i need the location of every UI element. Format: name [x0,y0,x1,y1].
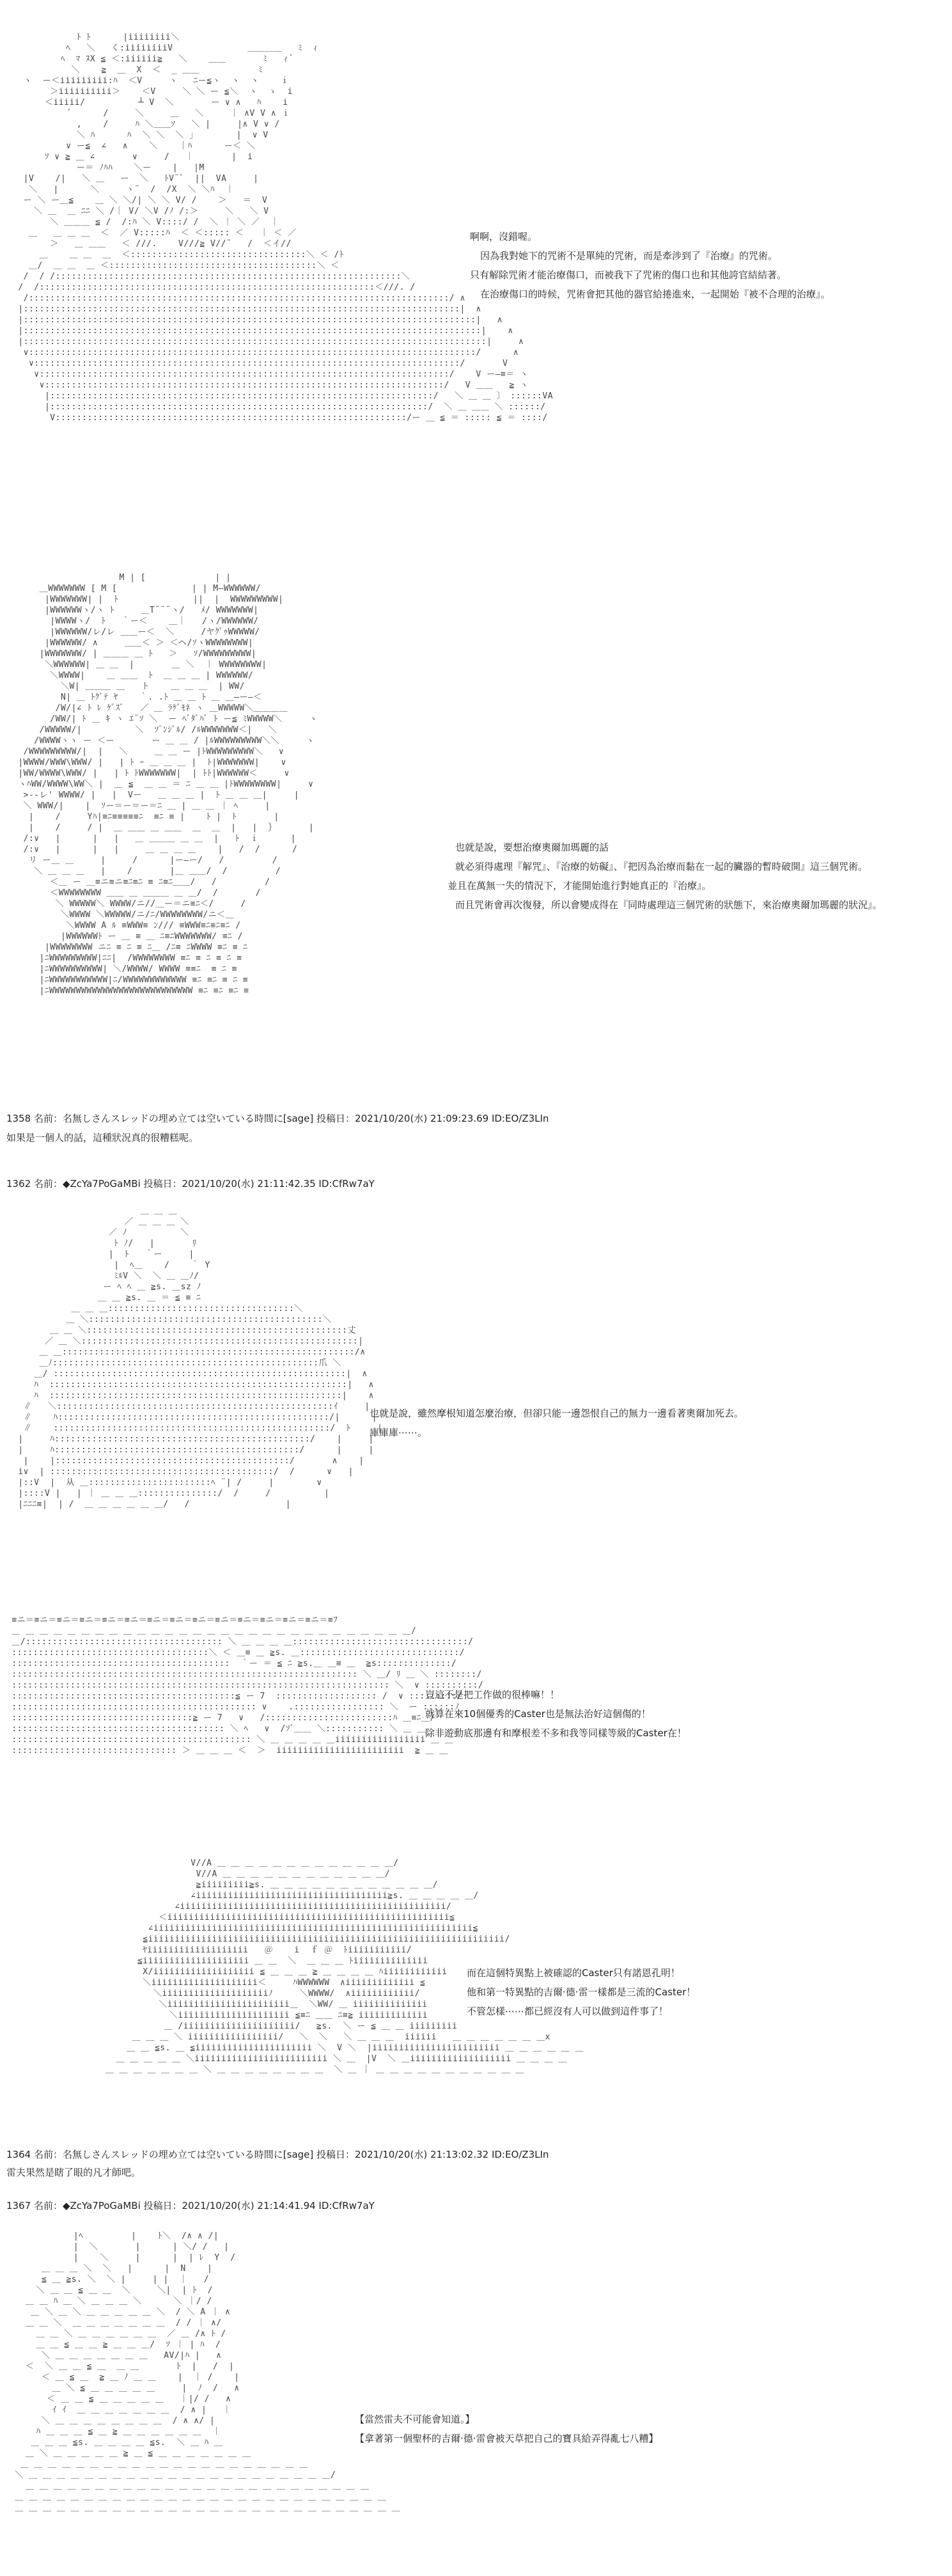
dialogue-line: 而在這個特異點上被確認的Caster只有諾恩孔明！ [467,1967,680,1979]
dialogue-line: 豈這不是把工作做的很棒嘛！！ [425,1689,560,1700]
dialogue-line: 就算在來10個優秀的Caster也是無法治好這個傷的！ [425,1708,651,1720]
dialogue-line: 就必須得處理『解咒』、『治療的妨礙』、『把因為治療而黏在一起的臟器的暫時破開』這三個咒術。 [455,861,868,872]
ascii-art-figure-2: M | [ | | ＿WWWWWWW [ M [ | | M―WWWWWW/ |WWWWWWW| | ﾄ || | WWWWWWWWW| |WWWWWWヽ/ヽ ﾄ ＿T¨¨¨ヽ/ ﾒ/ WWWWWWW| |WWWWヽ/ ﾄ ｀ー＜ ＿｜ /ヽ/WWWWWW/ |WWWWWW/レ/レ ＿＿ー＜ ＼ /ヤｸﾞｩWWWWW/ |WWWWWW/ ∧ ＿＿＜ ＞ ＜ヘ/ｿヽWWWWWWWW| |WWWWWWW/ | ＿＿＿ ＿ ﾄ ＞ ｿ/WWWWWWWWW| ＼WWWWWW| ＿ ＿ | ＿ ＼ ｜ WWWWWWWW| ＼WWWW| ＿ ＿＿ ﾄ ＿ ＿ ＿ | WWWWWW/ ＼W| ＿＿＿ ＿ ト ＿ ＿ ＿ | WW/ N| ＿ ﾄｸﾞﾃ ﾔ ｀. .ﾄ ＿ ＿ ﾄ ＿ ＿―ー―＜ /W/|∠ ﾄ ﾚ ｹﾞｽﾞ ／ ＿ ﾗｹﾞﾓﾈ ヽ ＿WWWWW＼＿＿＿＿ /WW/| ﾄ ＿ ｷ ヽ ｴ¨ｿ ＼ ー ﾍﾞﾀﾞﾊﾞ ﾄ ー≦ ﾐWWWWW＼ ヽ /WWWWW/| ＼ ｿﾞﾝｼﾞﾙ/ /ﾙWWWWWWW＜| ＼ /WWWWヽヽ ー ＜ー ー ＿ ＿ / |ﾙWWWWWWWWW＼＼ ヽ /WWWWWWWWW/| | ＼ ＿ ＿ ー |ﾄWWWWWWWWW＼ ∨ |WWWW/WWW\WWW/ | | ﾄ ｰ ＿ ＿ ＿ | ﾄ|WWWWWWW| ∨ |WW/WWWW\WWW/ | | ﾄ ﾄWWWWWWW| | ﾄﾄ|WWWWWW＜ ∨ ヽﾊWW/WWWW\WW＼ | ＿ ≦ ＿ ＿ ＝ ﾆ ＿ ＿ |ﾄWWWWWWWW| ∨ >--レ' WWWW/ | | Vー ＿ ＿ ＿ | ﾄ ＿ ＿ ＿| | ＼ WWW/| | ｿー＝ー＝ー＝ﾆ ＿ | ＿ ＿ ｜ ﾍ | | / Yﾊ|≡ﾆ≡≡≡≡≡ﾆ ≡ﾆ ≡ | ﾄ | ﾄ | | / / | ＿ ＿＿ ＿ ＿＿ ＿ ＿ | | ｝ | /:∨ | | | ＿ ＿＿＿ ＿ ＿ | ﾄ ｉ | /:∨ | | | ＿ ＿ ＿ ＿ | / / / リ ー＿ ＿ | / |ー―ー/ / / ＼ ＿ ＿ ＿ | / |＿ ＿＿/ / / ＜＿ ー ＿≡ニ≡ニ≡ﾆ≡ﾆ ≡ ﾆ≡ﾆ＿＿/ / / ＜WWWWWWWW ＿＿ ＿ ＿＿＿ ＿ ＿/ / / ＼ WWWWW＼ WWWW/ニ//＿ー＝ニ≡ﾆ＜/ / ＼WWWW ＼WWWWW/ニ/ﾆ/WWWWWWWW/ニ＜＿ ＼WWWW A ﾙ ≡WWW≡ ﾝ/// ≡WWW≡ﾆ≡ﾆ≡ﾆ / |WWWWWWﾄ ー ＿ ≡ ＿ ﾆ≡ﾆWWWWWWW/ ≡ﾆ / |WWWWWWWW ニﾆ ≡ ﾆ ≡ ﾆ＿ /ﾆ≡ ﾆWWWW ≡ﾆ ≡ ﾆ |ﾆWWWWWWWWW|ﾆﾆ| /WWWWWWWW ≡ﾆ ≡ ﾆ ≡ ﾆ ≡ |ﾆWWWWWWWWWW| ＼/WWWW/ WWWW ≡≡ﾆ ≡ ﾆ ≡ |ﾆWWWWWWWWWWW|ﾆ/WWWWWWWWWWWW ≡ﾆ ≡ﾆ ≡ ﾆ ≡ |ﾆWWWWWWWWWWWWWWWWWWWWWWWWWWW ≡ﾆ ≡ﾆ ≡ﾆ ≡ [18,573,318,996]
ascii-art-figure-6: |ﾍ | ﾄ＼ /∧ ∧ /| | ＼ | | ＼/ / | | ＼ | | | ﾚ Y / ＿ ＿ ＿ ＼ ＼ | | N | ≦ ＿ ≧s. ＼ ＼ | | | ｜ / ＼ ＿ ＿ ≦ ＿ ＿ ＼ ＼| | ﾄ / ＿ ＿ ﾊ ＿ ＼ ＿ ＿ ＿ ＼ ＼ ｜/ / ＿ ＼ ＿ ＼ ＿ ＿ ＿ ＿ ＿ ＼ / ＼ A ｜ ∧ ＿ ＿ ＼ ＿ ＿ ＿ ＿ ＿ ＿ ＿ / / ｜ ∧/ ＿ ＿ ＼ ＿ ＿ ＿ ＿ ＿ ＿ ／ ＿ /∧ ﾄ / ＿ ＿ ≦ ＿ ＿ ≧ ＿ ＿ ＿/ ｿ ｜ | ﾊ / ＼ ＿ ＿ ＿ ＿ ＿ ＿ ＿ AV/|ﾊ | ∧ ＜ ＼ ＿ ＿ ≦ ＿ ＿ ＿ ﾄ | / | ＜ ＿ ≦ ＿ ≧ ＿ ﾉ ＿ ＿ | ｜ / | ＿ ＼ ≦ ＿ ＿ ＿ ＿ ＿ | ﾉ / ∧ ＜ ＿ ＿ ≦ ＿ ＿ ＿ ＿ ＿ ｜|/ / ∧ ｲ ｲ ＿ ＿ ＿ ＿ ＿ ＿ ＿ / ∧ | ｜ ＼ ＿ ＿ ＿ ＿ ＿ ＿ ＿ ＿ / ∧ ∧/ | ﾊ ＿ ＿ ＿ ≦ ＿ ≧ ＿ ＿ ＿ ＿ ＿ ＿ ｜ ＿ ＿ ＿ ≦s. ＿ ＿ ＿ ＿ ≦s. ＼ ＿ ﾊ ＿ ＿ ＼ ＿ ＿ ＿ ＿ ＿ ≧ ＿ ≦ ＿ ＿ ＿ ＿ ＿ ＿ ＿ ＿ ＿ ＿ ＿ ＿ ＿ ＿ ＿ ＿ ＿ ＿ ＿ ＿ ＿ ＿ ＿ ＿ ＿ ＿ ＿ ＿ ＼ ＿ ＿ ＿ ＿ ＿ ＿ ＿ ＿ ＿ ＿ ＿ ＿ ＿ ＿ ＿ ＿ ＿ ＿ ＿ ＿ ＿ ＿/ ＿ ＿ ＿ ＿ ＿ ＿ ＿ ＿ ＿ ＿ ＿ ＿ ＿ ＿ ＿ ＿ ＿ ＿ ＿ ＿ ＿ ＿ ＿ ＿ ＿ ＿ ＿ ＿ ＿ ＿ ＿ ＿ ＿ ＿ ＿ ＿ ＿ ＿ ＿ ＿ ＿ ＿ ＿ ＿ ＿ ＿ ＿ ＿ ＿ ＿ ＿ ＿ ＿ ＿ ＿ ＿ ＿ ＿ ＿ ＿ ＿ ＿ ＿ ＿ ＿ ＿ ＿ ＿ ＿ ＿ ＿ ＿ ＿ ＿ ＿ ＿ ＿ ＿ ＿ ＿ [15,2231,401,2513]
dialogue-line: 而且咒術會再次復發，所以會變成得在『同時處理這三個咒術的狀態下，來治療奧爾加瑪麗的狀況』。 [455,899,882,911]
dialogue-block-2 [448,838,882,915]
dialogue-block-1 [470,227,831,304]
dialogue-line: 【當然雷夫不可能會知道。】 [355,2414,475,2425]
dialogue-line: 在治療傷口的時候，咒術會把其他的器官給捲進來，一起開始『被不合理的治療』。 [480,288,831,300]
post-header-1358: 1358 名前：名無しさんスレッドの埋め立ては空いている時間に[sage] 投稿日：2021/10/20(水) 21:09:23.69 ID:EO/Z3LIn [6,1113,549,1124]
dialogue-block-3 [370,1404,744,1442]
dialogue-line: 【拿著第一個聖杯的吉爾·德·雷會被天草把自己的寶具給弄得亂七八糟】 [355,2433,659,2444]
post-body-1364: 雷夫果然是瞎了眼的凡才師吧。 [6,2167,141,2178]
dialogue-line: 庫庫庫⋯⋯。 [370,1427,428,1438]
post-header-1364: 1364 名前：名無しさんスレッドの埋め立ては空いている時間に[sage] 投稿日：2021/10/20(水) 21:13:02.32 ID:EO/Z3LIn [6,2149,549,2160]
ascii-art-figure-4: ≡ニ＝≡ニ＝≡ニ＝≡ニ＝≡ニ＝≡ニ＝≡ニ＝≡ニ＝≡ニ＝≡ニ＝≡ニ＝≡ニ＝≡ニ＝≡ニ＝≡ﾌ ＿ ＿ ＿ ＿ ＿ ＿ ＿ ＿ ＿ ＿ ＿ ＿ ＿ ＿ ＿ ＿ ＿ ＿ ＿ ＿ ＿ ＿ ＿ ＿ ＿ ＿ ＿ ＿ ＿/ ＿/::::::::::::::::::::::::::::::::::::: ＼ ＿ ＿ ＿ ＿:::::::::::::::::::::::::::::::::/ :::::::::::::::::::::::::::::::::::::＼ ＜ ＿≡ ＿ ≧s. ＿::::::::::::::::::::::::::::::/ ::::::::::::::::::::::::::::::::::::::::: ｀ー ＝ ≦ ﾆ ≧s.＿ ＿≡ ＿ ≧s::::::::::::::/ ::::::::::::::::::::::::::::::::::::::::::::::::::::::::::::::::: ＼ ＿/ ﾘ ＿ ＼ ::::::::/ ::::::::::::::::::::::::::::::::::::::::::::::::::::::::::::::::::::::: ＼ ∨ ::::::::::/ ::::::::::::::::::::::::::::::::::::::::::≦ ー 7 ::::::::::::::::::: / ∨ :::::::::/ :::::::::::::::::::::::::::::::::::::::::::::: ∨ .::::::::::::::::: ＼ ー ::::::ﾉ ::::::::::::::::::::::::::::::::::≧ ー 7 ∨ /::::::::::::::::::::::::ﾊ ＿≡ﾆ＿/ :::::::::::::::::::::::::::::::::::::::: ＼ ﾍ ∨ /ｿﾞ＿＿ ＼::::::::::: ＼ ＿ ＿ ::::::::::::::::::::::::::::::::::::::::::::: ＼ ＿ ＿ ＿ ＿ ＿iiiiiiiiiiiiiiiii ＿ ＿ ::::::::::::::::::::::::::::::: ＞ ＿ ＿ ＿ ＜ ＞ iiiiiiiiiiiiiiiiiiiiiiii ≧ ＿ ＿ [12,1615,484,1755]
dialogue-line: 並且在萬無一失的情況下，才能開始進行對她真正的『治療』。 [448,880,712,891]
dialogue-line: 不管怎樣⋯⋯都已經沒有人可以做到這件事了！ [467,2006,669,2017]
ascii-art-figure-5: V//A ＿ ＿ ＿ ＿ ＿ ＿ ＿ ＿ ＿ ＿ ＿ ＿ ＿/ V//A ＿ ＿ ＿ ＿ ＿ ＿ ＿ ＿ ＿ ＿ ＿ ＿/ ≧iiiiiiiii≧s. ＿ ＿ ＿ ＿ ＿ ＿ ＿ ＿ ＿ ＿ ＿ ＿/ ∠iiiiiiiiiiiiiiiiiiiiiiiiiiiiiiiiiiii≧s. ＿ ＿ ＿ ＿ ＿/ ∠iiiiiiiiiiiiiiiiiiiiiiiiiiiiiiiiiiiiiiiiiiiiiiiiii/ ＜iiiiiiiiiiiiiiiiiiiiiiiiiiiiiiiiiiiiiiiiiiiiiiiiiiiii≦ ∠iiiiiiiiiiiiiiiiiiiiiiiiiiiiiiiiiiiiiiiiiiiiiiiiiiiiiiiiiiii≦ ≦iiiiiiiiiiiiiiiiiiiiiiiiiiiiiiiiiiiiiiiiiiiiiiiiiiiiiiiiiiiiiiiiiii/ ﾔiiiiiiiiiiiiiiiiiii ＠ i ｆ ＠ ﾄiiiiiiiiiii/ ≦iiiiiiiiiiiiiiiiiiii ＿ ＿ ＼ ＿ ＿ ＿ ﾄiiiiiiiiiiiiii X/iiiiiiiiiiiiiiiiiii ≦ ＿ ＿ ＿ ≧ ＿ ＿ ＿ ＿ ﾊiiiiiiiiiiii ＼iiiiiiiiiiiiiiiiiiii＜ ﾊWWWWWW ∧iiiiiiiiiiiii ≦ ＼iiiiiiiiiiiiiiiiiiiiﾉ ＼WWWW/ ∧iiiiiiiiiiii/ ＼iiiiiiiiiiiiiiiiiiiiiii＿ ＼WW/ ＿ iiiiiiiiiiiiii ＼iiiiiiiiiiiiiiiiiiiii ≦≡ﾆ ＿＿ ﾆ≡≧ iiiiiiiiiiiii ＿ /iiiiiiiiiiiiiiiiiiiii/ ≧s. ＼ ー ≦ ＿ ＿ iiiiiiiii ＿ ＿ ＿ ＼ iiiiiiiiiiiiiiiii/ ＼ ＼ ＼ ＿ ＿ ＿ iiiiii ＿ ＿ ＿ ＿ ＿ ＿ ＿x ＿ ＿ ≦s. ＿ ≦iiiiiiiiiiiiiiiiiiiiii ＼ V ＼ |iiiiiiiiiiiiiiiiiiiiiiii ＿ ＿ ＿ ＿ ＿ ＿ ＿ ＿ ＿ ＿ ＿ ＼iiiiiiiiiiiiiiiiiiiiiiiii ＼ ＿ |V ＼ ＿iiiiiiiiiiiiiiiiiii ＿ ＿ ＿ ＿ ＿ ＿ ＿ ＿ ＿ ＿ ＿ ＼ ＿ ＿ ＿ ＿ ＿ ＿ ＿ ＿ ＼ ＿ ｜ ＿ ＿ ＿ ＿ ＿ ＿ ＿ ＿ ＿ ＿ ＿ [105,1858,584,2075]
dialogue-line: 只有解除咒術才能治療傷口，而被我下了咒術的傷口也和其他誇官結結著。 [470,269,787,281]
dialogue-block-5 [467,1963,696,2021]
dialogue-block-4 [425,1685,687,1743]
dialogue-line: 他和第一特異點的吉爾·德·雷一樣都是三流的Caster！ [467,1986,696,1998]
dialogue-line: 啊啊，沒錯喔。 [470,231,538,242]
dialogue-line: 因為我對她下的咒術不是單純的咒術，而是牽涉到了『治療』的咒術。 [480,250,778,262]
ascii-art-figure-3: ＿ ＿ ＿ ／ ＿ ＿ ＿ ＼ ／ ﾉ ＼ ﾄ ﾉ/ | ﾘ | ﾄ ｀ー | | ﾍ＿ / ｀ Y ﾐﾙV ＼ ＼ ＿ ＿ﾉ/ ー ﾍ ﾍ ＿ ≧s. ＿sz ﾉ ＿ ＿ ≧s. ＿ ＝ ≦ ≡ ﾆ ＿ ＿ ＿:::::::::::::::::::::::::::::::::::＼ ＿ ＼::::::::::::::::::::::::::::::::::::::::::::＼ ＿ ＿ ＼:::::::::::::::::::::::::::::::::::::::::::::::::丈 ／ ＿ ＼::::::::::::::::::::::::::::::::::::::::::::::::::::| ＿ ＿:::::::::::::::::::::::::::::::::::::::::::::::::::::::/∧ ＿ﾉ::::::::::::::::::::::::::::::::::::::::::::::::::爪 ＼ ＿/ :::::::::::::::::::::::::::::::::::::::::::::::::::::::| ∧ ﾊ ::::::::::::::::::::::::::::::::::::::::::::::::::::::::| ∧ ﾊ :::::::::::::::::::::::::::::::::::::::::::::::::::::::| ∧ ∥ ＼::::::::::::::::::::::::::::::::::::::::::::::::::::ｲ | ∥ ﾊ:::::::::::::::::::::::::::::::::::::::::::::::::::/| | ∥ ::::::::::::::::::::::::::::::::::::::::::::::::::::/ ﾄ | | ﾊ::::::::::::::::::::::::::::::::::::::::::::::::/ | | | ﾊ::::::::::::::::::::::::::::::::::::::::::::::/ | | | |::::::::::::::::::::::::::::::::::::::::::::/ ∧ | i∨ | ::::::::::::::::::::::::::::::::::::::::::/ / ∨ | |::V | 从 ＿:::::::::::::::::::::::ﾍ ¨| / | ∨ |::::V | | ｜ ＿ ＿ ＿:::::::::::::::/ / / | |ﾆﾆﾆ≡| | / ＿ ＿ ＿ ＿ ＿ ＿/ / | [18,1206,383,1509]
dialogue-line: 也就是說，雖然摩根知道怎麼治療，但卻只能一邊怨恨自己的無力一邊看著奧爾加死去。 [370,1408,744,1419]
post-body-1358: 如果是一個人的話，這種狀況真的很糟糕呢。 [6,1132,199,1143]
ascii-art-figure-1: ﾄ ﾄ |iiiiiiii＼ ﾍ ＼ く:iiiiiiiiV ＿＿＿＿ ﾐ ｨ ﾍ ﾏ ﾇX ≦ ＜:iiiiii≧ ＼ ＿＿ ﾐ ｨ´ ＼ ≧ ＿ X ＜ _ ＿＿ ﾐ ヽ ー＜iiiiiiiii:ﾊ ＜V ヽ ﾆー≦ヽ ヽ ヽ ｉ ＞iiiiiiiiii＞ ＜V ＼ ＼ ー ≦＼ ヽ ゝ i ＜iiiii/ ┴ V ＼ ー ∨ ∧ ﾊ i ´ / ＼ ＿ ＼ ｜ ∧V V ∧ ｉ , / ﾊ ＼＿＿ｿ ＼ | |∧ V ∨ / ＼ ﾊ ﾊ ＼ ＼ ＼ ｣ | ∨ V ∨ ー≦ ∠ ∧ ＼ ｜ﾊ ー＜ ＼ ｿ ∨ ≧ ＿ ∠ ∨ / ｜ | i ー＝ ﾉﾊﾊ ＼ー | |M |V /| ＼ ＿ ー ＼ ﾄV¨ﾞ || VA | ＼ | ＼ ヽ¨ / /X ＼ ＼ﾊ ｜ ー ＼ ー＿≦ ＿ ＼ ＼/| ＼ ＼ V/ / ＞ ＝ V ＼ ＿ ＿ ﾆﾆ ＼ /｜ V/ ＼V /ﾉ /:＞ ＼ ＼ V ＼ ＿＿＿ ≦ / /:ﾊ ＼ V::::/ / ＼ ｜ ＼ ／ ｜ ＿ ＿ ＿ ＿ ＜ ／ V:::::ﾊ ＜ ＜::::: ＜ ｜ ＜ ／ ＞ ＿ ＿＿ ＜ ///. V///≧ V//¨ / ＜イ// ＿ ＿ ＿ ＿ ＜:::::::::::::::::::::::::::::::::＼ ＜ /ﾄ ＿/ ＿ ＿ ＿ ＜:::::::::::::::::::::::::::::::::::::::＼ ＜ / / /:::::::::::::::::::::::::::::::::::::::::::::::::::::::::::::::::＼ / /:::::::::::::::::::::::::::::::::::::::::::::::::::::::::::::::＜///. / /:::::::::::::::::::::::::::::::::::::::::::::::::::::::::::::::::::::::::::::::/ ∧ |::::::::::::::::::::::::::::::::::::::::::::::::::::::::::::::::::::::::::::::::::| ∧ |:::::::::::::::::::::::::::::::::::::::::::::::::::::::::::::::::::::::::::::::::::::| ∧ |::::::::::::::::::::::::::::::::::::::::::::::::::::::::::::::::::::::::::::::::::::::| ∧ |:::::::::::::::::::::::::::::::::::::::::::::::::::::::::::::::::::::::::::::::::::::::| ∧ ∨::::::::::::::::::::::::::::::::::::::::::::::::::::::::::::::::::::::::::::::::::::/ ∧ ∨::::::::::::::::::::::::::::::::::::::::::::::::::::::::::::::::::::::::::::::::/ V ∨:::::::::::::::::::::::::::::::::::::::::::::::::::::::::::::::::::::::::::::/ V ー―≡＝ ヽ ∨:::::::::::::::::::::::::::::::::::::::::::::::::::::::::::::::::::::::::::/ V ＿＿ ≧ ヽ |::::::::::::::::::::::::::::::::::::::::::::::::::::::::::::::::::::::::/ ＼ ＿ ＿ 〕 ::::::VA |:::::::::::::::::::::::::::::::::::::::::::::::::::::::::::::::::::::::/ ＼ ＿ ＿＿ ＼ ::::::/ V::::::::::::::::::::::::::::::::::::::::::::::::::::::::::::::::::/ー ＿ ≦ ＝ ::::: ≦ ＝ ::::/ [18,33,554,423]
dialogue-line: 除非遊動底那邊有和摩根差不多和我等同樣等級的Caster在！ [425,1727,687,1739]
dialogue-block-6 [355,2410,659,2448]
post-header-1362: 1362 名前：◆ZcYa7PoGaMBi 投稿日：2021/10/20(水) 21:11:42.35 ID:CfRw7aY [6,1178,375,1190]
post-header-1367: 1367 名前：◆ZcYa7PoGaMBi 投稿日：2021/10/20(水) 21:14:41.94 ID:CfRw7aY [6,2200,375,2211]
dialogue-line: 也就是說，要想治療奧爾加瑪麗的話 [455,842,609,853]
